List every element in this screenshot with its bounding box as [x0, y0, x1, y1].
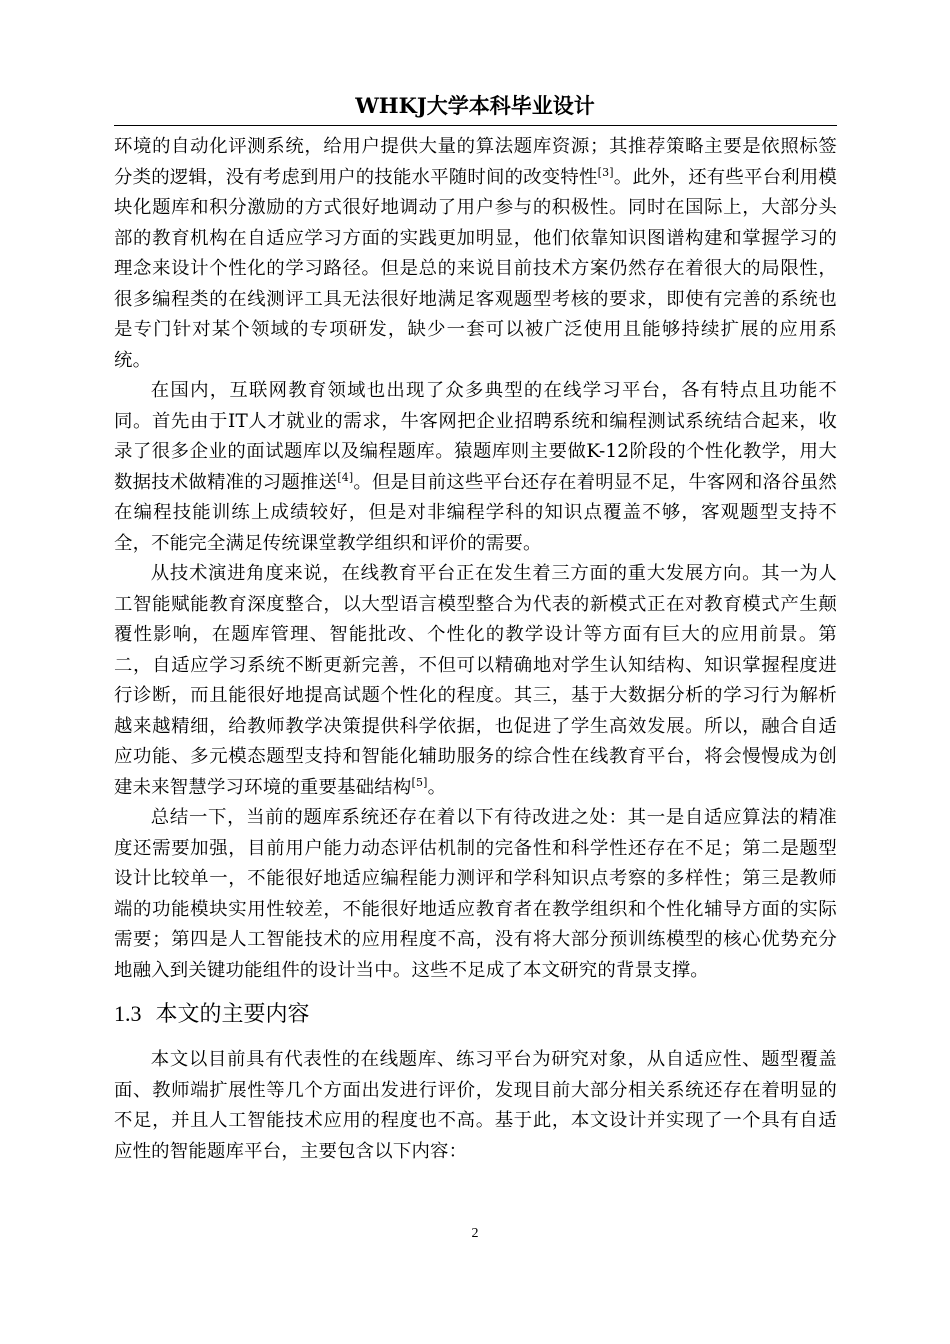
paragraph-list	[114, 132, 837, 986]
citation-superscript: [5]	[411, 775, 428, 789]
section-number: 1.3	[114, 1001, 142, 1026]
body-paragraph	[114, 376, 837, 559]
paragraph-text: 。但是目前这些平台还存在着明显不足，牛客网和洛谷虽然在编程技能训练上成绩较好，但是对非编程学科的知识点覆盖不够，客观题型支持不全，不能完全满足传统课堂教学组织和评价的需要。	[114, 471, 837, 554]
citation-superscript: [4]	[337, 470, 354, 484]
paragraph-text: 环境的自动化评测系统，给用户提供大量的算法题库资源；其推荐策略主要是依照标签分类的逻辑，没有考虑到用户的技能水平随时间的改变特性	[114, 136, 837, 188]
body-text	[114, 132, 837, 1167]
paragraph-text: 在国内，互联网教育领域也出现了众多典型的在线学习平台，各有特点且功能不同。首先由于IT人才就业的需求，牛客网把企业招聘系统和编程测试系统结合起来，收录了很多企业的面试题库以及编程题库。猿题库则主要做K-12阶段的个性化教学，用大数据技术做精准的习题推送	[114, 380, 837, 493]
section-title: 本文的主要内容	[155, 1002, 310, 1027]
body-paragraph	[114, 803, 837, 986]
body-paragraph	[114, 132, 837, 376]
paragraph-text: 。	[427, 776, 447, 798]
paragraph-text: 从技术演进角度来说，在线教育平台正在发生着三方面的重大发展方向。其一为人工智能赋能教育深度整合，以大型语言模型整合为代表的新模式正在对教育模式产生颠覆性影响，在题库管理、智能批改、个性化的教学设计等方面有巨大的应用前景。第二，自适应学习系统不断更新完善，不但可以精确地对学生认知结构、知识掌握程度进行诊断，而且能很好地提高试题个性化的程度。其三，基于大数据分析的学习行为解析越来越精细，给教师教学决策提供科学依据，也促进了学生高效发展。所以，融合自适应功能、多元模态题型支持和智能化辅助服务的综合性在线教育平台，将会慢慢成为创建未来智慧学习环境的重要基础结构	[114, 563, 837, 798]
paragraph-text: 总结一下，当前的题库系统还存在着以下有待改进之处：其一是自适应算法的精准度还需要加强，目前用户能力动态评估机制的完备性和科学性还存在不足；第二是题型设计比较单一，不能很好地适应编程能力测评和学科知识点考察的多样性；第三是教师端的功能模块实用性较差，不能很好地适应教育者在教学组织和个性化辅导方面的实际需要；第四是人工智能技术的应用程度不高，没有将大部分预训练模型的核心优势充分地融入到关键功能组件的设计当中。这些不足成了本文研究的背景支撑。	[114, 807, 837, 981]
header-rule	[114, 125, 837, 126]
paragraph-text: 。此外，还有些平台利用模块化题库和积分激励的方式很好地调动了用户参与的积极性。同时在国际上，大部分头部的教育机构在自适应学习方面的实践更加明显，他们依靠知识图谱构建和掌握学习的理念来设计个性化的学习路径。但是总的来说目前技术方案仍然存在着很大的局限性，很多编程类的在线测评工具无法很好地满足客观题型考核的要求，即使有完善的系统也是专门针对某个领域的专项研发，缺少一套可以被广泛使用且能够持续扩展的应用系统。	[114, 166, 837, 371]
section-paragraph: 本文以目前具有代表性的在线题库、练习平台为研究对象，从自适应性、题型覆盖面、教师端扩展性等几个方面出发进行评价，发现目前大部分相关系统还存在着明显的不足，并且人工智能技术应用的程度也不高。基于此，本文设计并实现了一个具有自适应性的智能题库平台，主要包含以下内容：	[114, 1049, 837, 1162]
citation-superscript: [3]	[597, 165, 614, 179]
section-heading	[114, 998, 837, 1031]
body-paragraph	[114, 559, 837, 803]
page-number: 2	[471, 1226, 479, 1241]
page-header-title: WHKJ大学本科毕业设计	[355, 93, 595, 118]
